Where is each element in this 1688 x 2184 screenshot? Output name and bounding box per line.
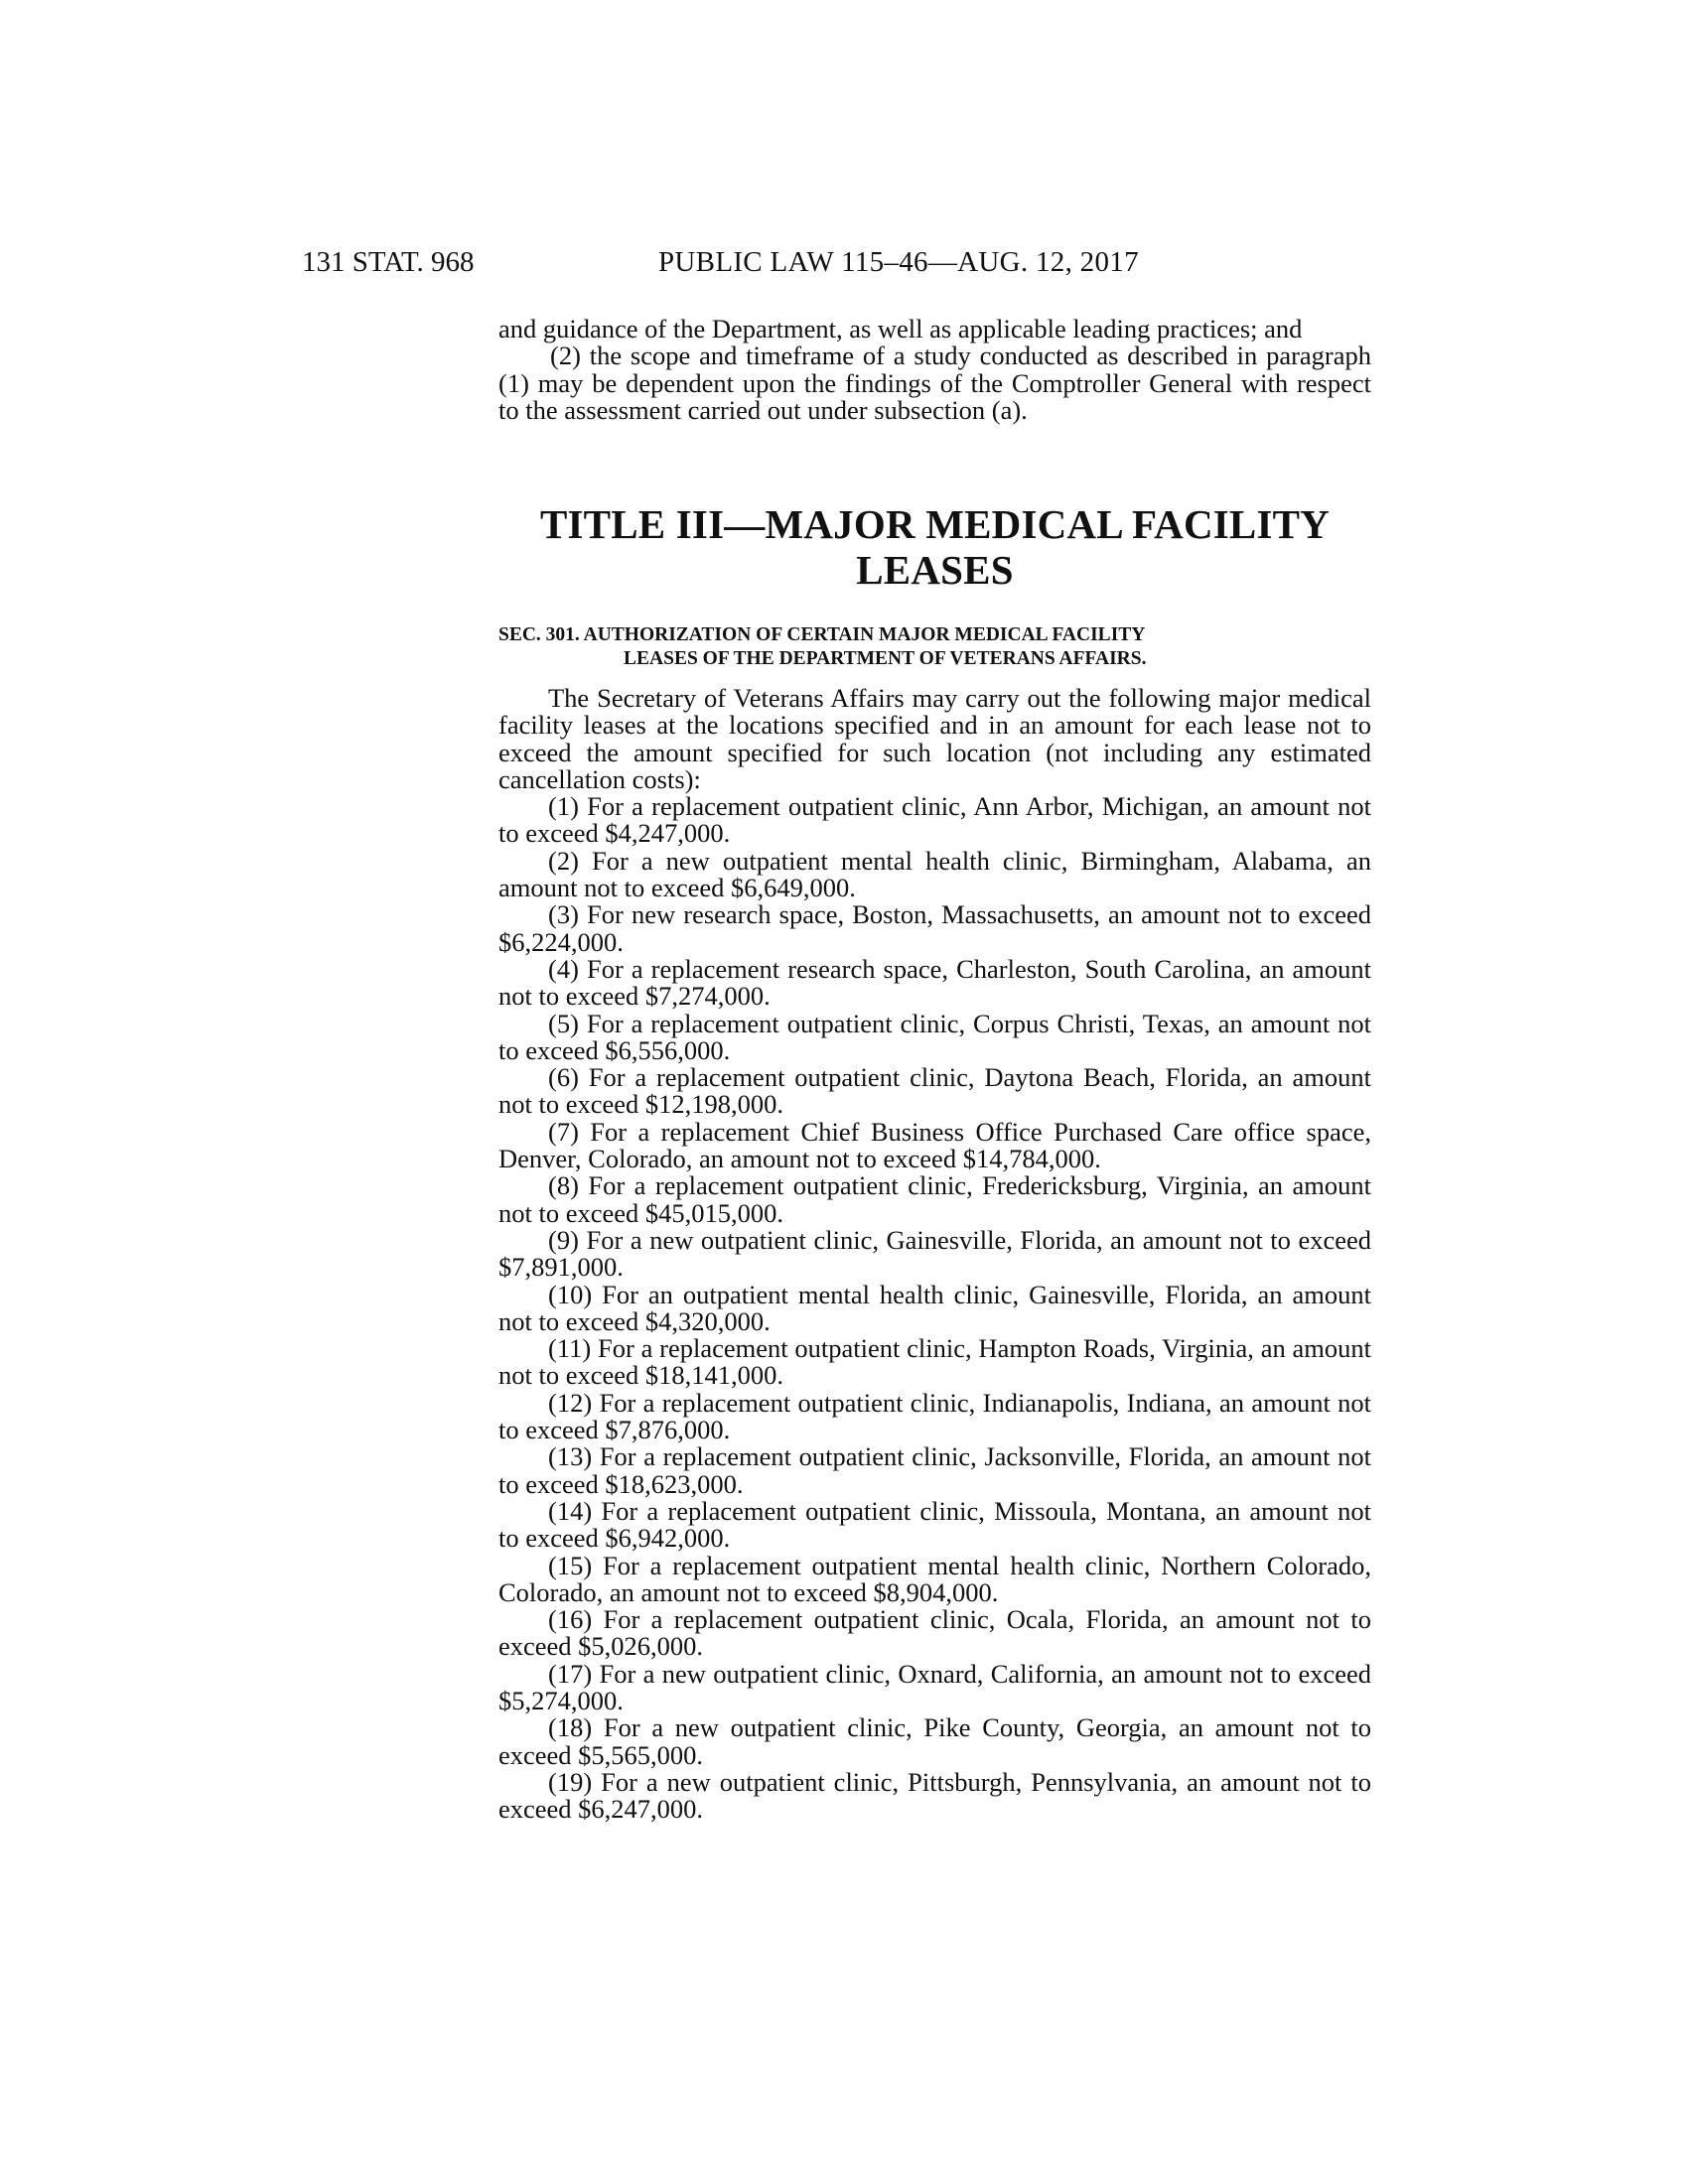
lease-item: (8) For a replacement outpatient clinic, Fredericksburg, Virginia, an amount not to exceed $45,015,000.: [498, 1170, 1371, 1228]
title-heading: [498, 501, 1371, 593]
lease-item: (19) For a new outpatient clinic, Pittsburgh, Pennsylvania, an amount not to exceed $6,247,000.: [498, 1766, 1371, 1825]
lease-item: (14) For a replacement outpatient clinic, Missoula, Montana, an amount not to exceed $6,942,000.: [498, 1495, 1371, 1554]
lease-item: (15) For a replacement outpatient mental health clinic, Northern Colorado, Colorado, an amount not to exceed $8,904,000.: [498, 1550, 1371, 1607]
lease-item: (11) For a replacement outpatient clinic, Hampton Roads, Virginia, an amount not to exceed $18,141,000.: [498, 1333, 1371, 1391]
continuation-text: [498, 316, 1371, 424]
lease-item: (17) For a new outpatient clinic, Oxnard, California, an amount not to exceed $5,274,000.: [498, 1658, 1371, 1715]
section-heading: [498, 623, 1371, 671]
title-line-2: LEASES: [856, 547, 1014, 593]
continuation-paragraph-2: (2) the scope and timeframe of a study conducted as described in paragraph (1) may be dependent upon the findings of the Comptroller General with respect to the assessment carried out under subsection (a).: [498, 341, 1371, 425]
running-head: PUBLIC LAW 115–46—AUG. 12, 2017: [658, 246, 1139, 278]
lease-item: (3) For new research space, Boston, Massachusetts, an amount not to exceed $6,224,000.: [498, 899, 1371, 957]
page-header: [0, 246, 1688, 286]
statute-page-reference: 131 STAT. 968: [302, 246, 475, 278]
lease-item: (4) For a replacement research space, Charleston, South Carolina, an amount not to exceed $7,274,000.: [498, 953, 1371, 1012]
lease-item: (18) For a new outpatient clinic, Pike County, Georgia, an amount not to exceed $5,565,000.: [498, 1712, 1371, 1770]
lease-item: (5) For a replacement outpatient clinic, Corpus Christi, Texas, an amount not to exceed $6,556,000.: [498, 1008, 1371, 1065]
lease-item: (10) For an outpatient mental health clinic, Gainesville, Florida, an amount not to exceed $4,320,000.: [498, 1279, 1371, 1336]
continuation-line: and guidance of the Department, as well as applicable leading practices; and: [498, 314, 1303, 343]
section-heading-line-1: SEC. 301. AUTHORIZATION OF CERTAIN MAJOR MEDICAL FACILITY: [498, 624, 1146, 645]
title-line-1: TITLE III—MAJOR MEDICAL FACILITY: [539, 501, 1330, 547]
lease-item: (13) For a replacement outpatient clinic, Jacksonville, Florida, an amount not to exceed $18,623,000.: [498, 1441, 1371, 1499]
lease-item: (2) For a new outpatient mental health clinic, Birmingham, Alabama, an amount not to exceed $6,649,000.: [498, 845, 1371, 903]
lease-item: (1) For a replacement outpatient clinic, Ann Arbor, Michigan, an amount not to exceed $4,247,000.: [498, 791, 1371, 849]
lease-item: (12) For a replacement outpatient clinic, Indianapolis, Indiana, an amount not to exceed $7,876,000.: [498, 1387, 1371, 1445]
lease-list: [498, 685, 1371, 1823]
lease-item: (7) For a replacement Chief Business Office Purchased Care office space, Denver, Colorado, an amount not to exceed $14,784,000.: [498, 1116, 1371, 1174]
section-intro: The Secretary of Veterans Affairs may carry out the following major medical facility leases at the locations specified and in an amount for each lease not to exceed the amount specified for such location (not including any estimated cancellation costs):: [498, 683, 1371, 794]
lease-item: (16) For a replacement outpatient clinic, Ocala, Florida, an amount not to exceed $5,026,000.: [498, 1604, 1371, 1662]
lease-item: (9) For a new outpatient clinic, Gainesville, Florida, an amount not to exceed $7,891,000.: [498, 1224, 1371, 1283]
section-heading-line-2: LEASES OF THE DEPARTMENT OF VETERANS AFFAIRS.: [624, 648, 1147, 669]
lease-item: (6) For a replacement outpatient clinic, Daytona Beach, Florida, an amount not to exceed $12,198,000.: [498, 1062, 1371, 1120]
